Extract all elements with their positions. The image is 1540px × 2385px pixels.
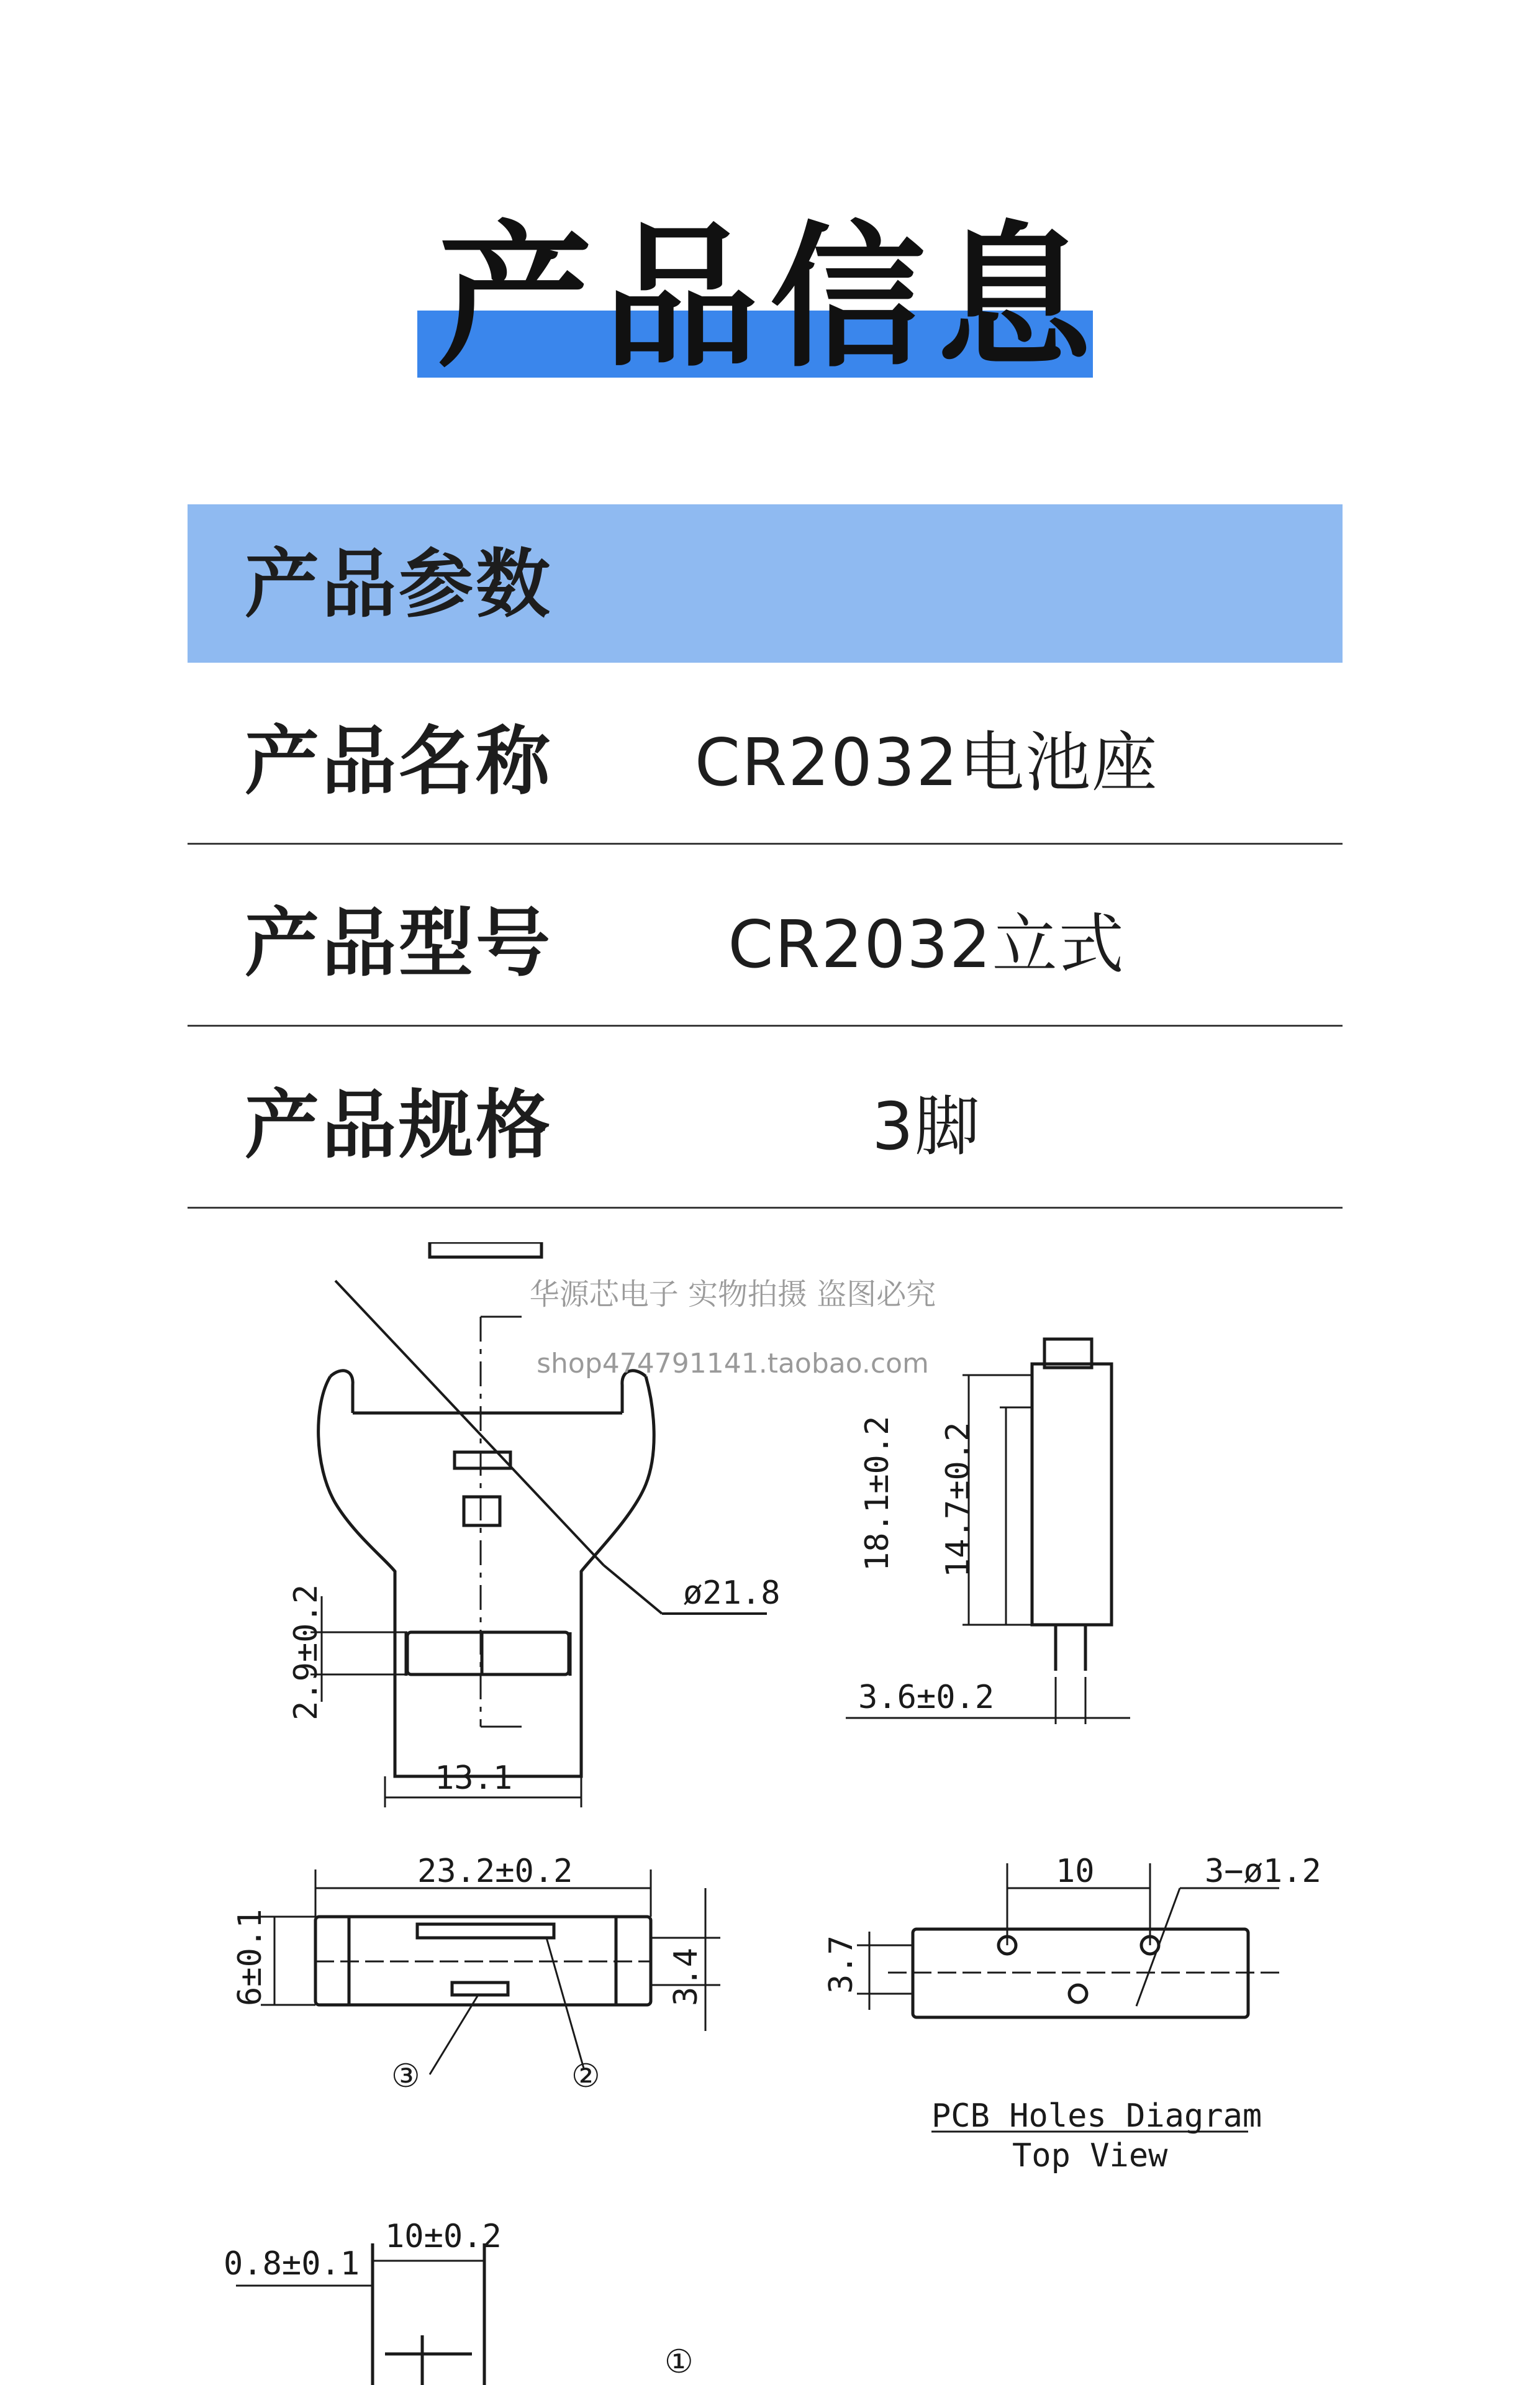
- param-row-name: [188, 663, 1343, 845]
- param-row-spec: [188, 1027, 1343, 1209]
- param-value: 3脚: [872, 1089, 981, 1165]
- dim-6: 6±0.1: [232, 1909, 269, 2006]
- param-row-model: [188, 845, 1343, 1027]
- dim-14-7: 14.7±0.2: [940, 1422, 977, 1578]
- dim-3-6: 3.6±0.2: [858, 1679, 995, 1716]
- dim-23-2: 23.2±0.2: [417, 1853, 573, 1890]
- dim-3-holes: 3−ø1.2: [1205, 1853, 1321, 1890]
- dim-3-7: 3.7: [823, 1935, 860, 1994]
- watermark-line1: 华源芯电子 实物拍摄 盗图必究: [529, 1277, 936, 1312]
- dim-10: 10: [1056, 1853, 1095, 1890]
- watermark-line2: shop474791141.taobao.com: [537, 1348, 929, 1379]
- dimension-drawing-svg: [186, 1242, 1366, 2385]
- dim-10-02: 10±0.2: [385, 2218, 502, 2255]
- pin2-marker: ②: [571, 2058, 600, 2095]
- page-title: 产品信息: [437, 207, 1103, 388]
- pin3-marker: ③: [391, 2058, 420, 2095]
- param-label: 产品名称: [245, 719, 553, 805]
- page-title-block: [0, 205, 1540, 391]
- dim-18-1: 18.1±0.2: [859, 1415, 896, 1571]
- dim-3-4: 3.4: [668, 1948, 705, 2006]
- holder-outline: [319, 1376, 654, 1776]
- dim-2-9: 2.9±0.2: [288, 1584, 325, 1720]
- param-table-header: [188, 504, 1343, 663]
- param-value: CR2032立式: [728, 907, 1125, 983]
- param-label: 产品规格: [245, 1083, 553, 1169]
- dim-13-1: 13.1: [435, 1760, 513, 1797]
- param-header-label: 产品参数: [245, 542, 553, 628]
- dim-0-8: 0.8±0.1: [224, 2245, 360, 2283]
- pcb-caption-line2: Top View: [1012, 2137, 1168, 2174]
- param-label: 产品型号: [245, 901, 553, 987]
- param-value: CR2032电池座: [694, 725, 1159, 801]
- technical-drawing: [186, 1242, 1366, 2385]
- dim-diameter: ø21.8: [683, 1574, 781, 1612]
- pcb-caption-line1: PCB Holes Diagram: [931, 2097, 1262, 2135]
- pin1-marker: ①: [664, 2343, 694, 2381]
